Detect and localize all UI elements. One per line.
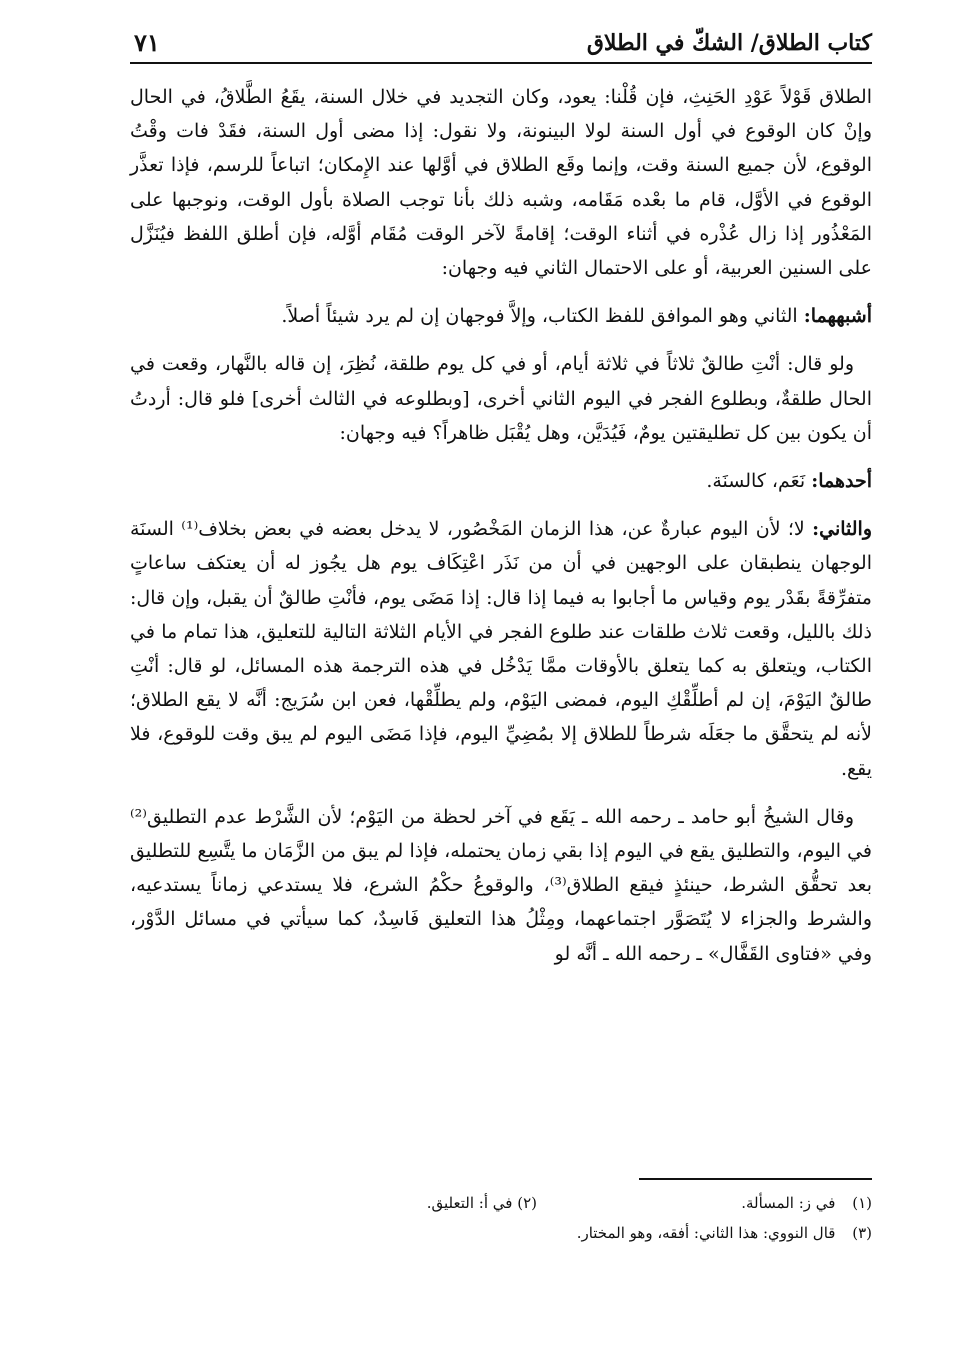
- footnote-3: [577, 1218, 872, 1248]
- footnote-3-number: (٣): [852, 1224, 872, 1242]
- paragraph-4-text: نَعَم، كالسنَة.: [706, 470, 806, 493]
- footnote-2-text: في أ: التعليق.: [426, 1194, 513, 1212]
- footnote-2-number: (٢): [517, 1194, 537, 1212]
- running-header: [130, 28, 872, 64]
- paragraph-5: [130, 512, 872, 786]
- paragraph-5-term: والثاني:: [812, 518, 872, 541]
- paragraph-2: [130, 299, 872, 333]
- paragraph-1-text: الطلاق قَوْلاً عَوْدِ الحَنِثِ، فإن قُلْنا: يعود، وكان التجديد في خلال السنة، يقَعُ الطَّلاقُ، في الحال وإنْ كان الوقوع في أول السنة لولا البينونة، ولا نقول: إذا مضى أول السنة، فقَدْ فات وقْتُ الوقوع، لأن جميع السنة وقت، وإنما وقَع الطلاق في أوَّلها عند الإِمكان؛ اتباعاً للرسم، فإذا تعذَّر الوقوع في الأوَّل، قام ما بعْده مَقَامه، وشبه ذلك بأنا توجب الصلاة بأول الوقت، ونوجبها على المَعْذُور إذا زال عُذْره في أثناء الوقت؛ إقامةً لآخر الوقت مُقَام أوَّله، فإن أطلق اللفظ فيُنَزَّل على السنين العربية، أو على الاحتمال الثاني فيه وجهان:: [130, 86, 872, 280]
- paragraph-2-text: الثاني وهو الموافق للفظ الكتاب، وإلاَّ فوجهان إن لم يرد شيئاً أصلاً.: [281, 305, 798, 328]
- paragraph-6-text: وقال الشيخُ أبو حامد ـ رحمه الله ـ يَقَع في آخر لحظة من اليَوْم؛ لأن الشَّرْط عدم التطليق⁽²⁾ في اليوم، والتطليق يقع في اليوم إذا بقي زمان يحتمله، فإذا لم يبق من الزَّمَان ما يتَّسِع للتطليق بعد تحقُّق الشرط، حينئذٍ فيقع الطلاق⁽³⁾، والوقوعُ حكْمُ الشرع، فلا يستدعي زماناً يستدعيه، والشرط والجزاء لا يُتَصَوَّر اجتماعهما، ومِثْلُ هذا التعليق فَاسِدٌ، كما سيأتي في مسائل الدَّوْر، وفي «فتاوى القَفَّال» ـ رحمه الله ـ أنَّه لو: [130, 805, 872, 965]
- paragraph-4: [130, 464, 872, 498]
- paragraph-6: [130, 800, 872, 971]
- footnote-row-2: [130, 1212, 872, 1242]
- footnote-rule: [639, 1178, 872, 1180]
- footnote-3-text: قال النووي: هذا الثاني: أفقه، وهو المختار.: [576, 1224, 836, 1242]
- footnote-1-text: في ز: المسألة.: [741, 1194, 836, 1212]
- main-text: [130, 80, 872, 985]
- footnote-row-1: [130, 1182, 872, 1212]
- paragraph-2-term: أشبههما:: [803, 305, 872, 328]
- page-number: ٧١: [134, 28, 160, 57]
- paragraph-1: [130, 80, 872, 285]
- book-page: [130, 0, 872, 1365]
- paragraph-4-term: أحدهما:: [811, 470, 872, 493]
- running-title: كتاب الطلاق/ الشكّ في الطلاق: [586, 30, 872, 56]
- footnotes: [130, 1182, 872, 1242]
- paragraph-3: [130, 347, 872, 450]
- paragraph-3-text: ولو قال: أنْتِ طالقٌ ثلاثاً في ثلاثة أيام، أو في كل يوم طلقة، نُظِرَ، إن قاله بالنَّهار، وقعت في الحال طلقةٌ، وبطلوع الفجر في اليوم الثاني أخرى، [وبطلوعه في الثالث أخرى] فلو قال: أردتُ أن يكون بين كل تطليقتين يومٌ، فَيُدَيَّن، وهل يُقْبَل ظاهراً؟ فيه وجهان:: [130, 353, 872, 444]
- paragraph-5-text: لا؛ لأن اليوم عبارةٌ عن، هذا الزمان المَخْصُور، لا يدخل بعضه في بعض بخلاف⁽¹⁾ السنَة الوجهان ينطبقان على الوجهين في أن من نَذَر اعْتِكَاف يوم هل يجُوز له أن يعتكف ساعاتٍ متفرِّقةً بقَدْر يوم وقياس ما أجابوا به فيما إذا قال: إذا مَضَى يوم، فأنْتِ طالقٌ أن يقبل، وإن قال: ذلك بالليل، وقعت ثلاث طلقات عند طلوع الفجر في الأيام الثلاثة التالية للتعليق، هذا تمام ما في الكتاب، ويتعلق به كما يتعلق بالأوقات ممَّا يَدْخُل في هذه الترجمة هذه المسائل، لو قال: أنْتِ طالقٌ اليَوْمَ، إن لم أطلِّقْكِ اليوم، فمضى اليَوْم، ولم يطلِّقْها، فعن ابن سُرَيج: أنَّه لا يقع الطلاق؛ لأنه لم يتحقَّق ما جعَلَه شرطاً للطلاق إلا بمُضِيِّ اليوم، فإذا مَضَى اليوم لم يبق وقت للوقوع، فلا يقع.: [130, 518, 872, 780]
- footnote-1-number: (١): [852, 1194, 872, 1212]
